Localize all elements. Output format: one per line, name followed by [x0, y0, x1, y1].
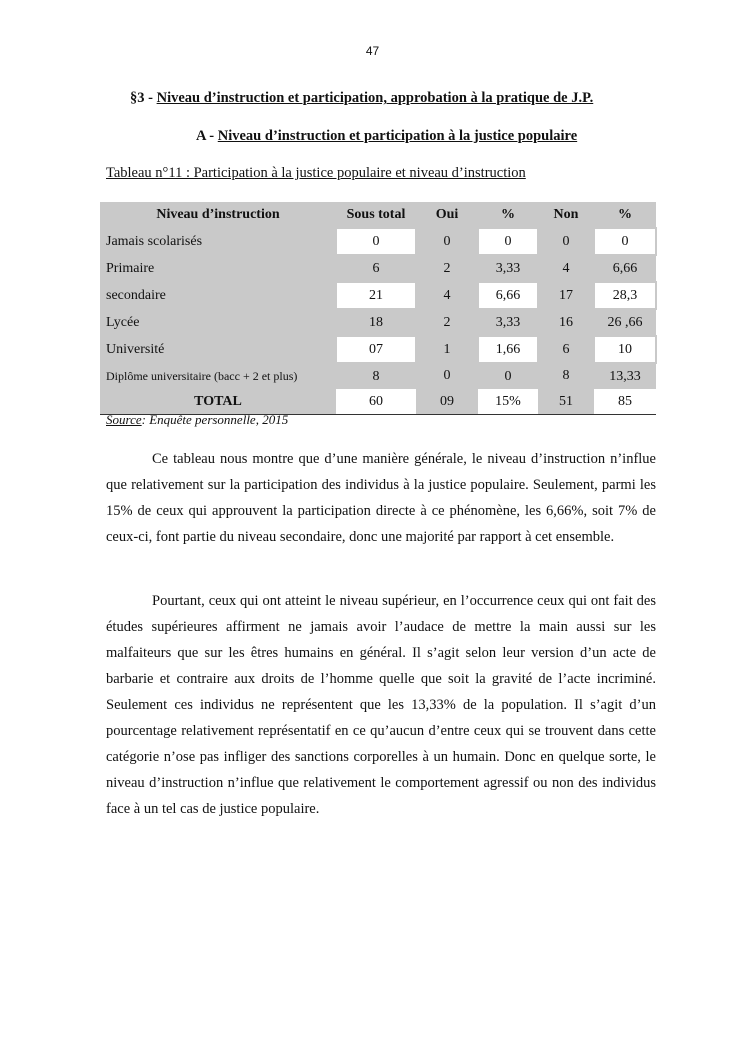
total-oui: 09 — [416, 389, 478, 415]
table-row — [100, 282, 656, 309]
cell-oui: 0 — [416, 228, 478, 255]
cell-oui-pct: 0 — [478, 228, 538, 255]
sub-heading-prefix: A - — [196, 128, 218, 144]
row-label: Diplôme universitaire (bacc + 2 et plus) — [100, 363, 336, 389]
section-heading — [130, 90, 690, 107]
page-number: 47 — [365, 44, 380, 58]
cell-non: 17 — [538, 282, 594, 309]
row-label: Jamais scolarisés — [100, 228, 336, 255]
table-row — [100, 363, 656, 389]
section-prefix: §3 - — [130, 90, 157, 106]
cell-oui-pct: 0 — [478, 363, 538, 389]
header-non: Non — [538, 202, 594, 228]
total-oui-pct: 15% — [478, 389, 538, 415]
cell-oui-pct: 3,33 — [478, 309, 538, 336]
row-label: Université — [100, 336, 336, 363]
cell-non-pct: 10 — [594, 336, 656, 363]
sub-heading-title: Niveau d’instruction et participation à la justice populaire — [217, 128, 578, 144]
table-row — [100, 228, 656, 255]
header-non-pct: % — [594, 202, 656, 228]
cell-sous-total: 0 — [336, 228, 416, 255]
table-header-row — [100, 202, 656, 228]
total-label: TOTAL — [100, 389, 336, 415]
data-table — [100, 202, 657, 415]
cell-non-pct: 0 — [594, 228, 656, 255]
cell-sous-total: 07 — [336, 336, 416, 363]
body-paragraph-1: Ce tableau nous montre que d’une manière générale, le niveau d’instruction n’influe que relativement sur la participation des individus à la justice populaire. Seulement, parmi les 15% de ceux qui approuvent la participation directe à ce phénomène, les 6,66%, soit 7% de ceux-ci, font partie du niveau secondaire, donc une majorité par rapport à cet ensemble. — [106, 451, 656, 545]
table-source — [106, 412, 288, 428]
table-row — [100, 255, 656, 282]
total-non-pct: 85 — [594, 389, 656, 415]
cell-non-pct: 28,3 — [594, 282, 656, 309]
cell-non: 0 — [538, 228, 594, 255]
cell-non-pct: 26 ,66 — [594, 309, 656, 336]
cell-oui-pct: 6,66 — [478, 282, 538, 309]
row-label: Lycée — [100, 309, 336, 336]
table-row — [100, 309, 656, 336]
cell-oui-pct: 1,66 — [478, 336, 538, 363]
cell-oui-pct: 3,33 — [478, 255, 538, 282]
cell-oui: 2 — [416, 255, 478, 282]
cell-sous-total: 6 — [336, 255, 416, 282]
cell-oui: 0 — [416, 363, 478, 389]
cell-non: 8 — [538, 363, 594, 389]
cell-non-pct: 6,66 — [594, 255, 656, 282]
total-non: 51 — [538, 389, 594, 415]
source-label: Source — [106, 412, 142, 427]
cell-oui: 2 — [416, 309, 478, 336]
sub-heading — [196, 128, 646, 145]
cell-sous-total: 18 — [336, 309, 416, 336]
table-total-row — [100, 389, 656, 415]
header-sous-total: Sous total — [336, 202, 416, 228]
total-sous-total: 60 — [336, 389, 416, 415]
cell-non-pct: 13,33 — [594, 363, 656, 389]
table-caption: Tableau n°11 : Participation à la justice populaire et niveau d’instruction — [106, 165, 526, 181]
cell-non: 6 — [538, 336, 594, 363]
cell-non: 4 — [538, 255, 594, 282]
source-text: : Enquête personnelle, 2015 — [141, 412, 289, 427]
header-oui: Oui — [416, 202, 478, 228]
cell-oui: 4 — [416, 282, 478, 309]
row-label: secondaire — [100, 282, 336, 309]
header-oui-pct: % — [478, 202, 538, 228]
cell-oui: 1 — [416, 336, 478, 363]
table-row — [100, 336, 656, 363]
cell-sous-total: 21 — [336, 282, 416, 309]
row-label: Primaire — [100, 255, 336, 282]
cell-non: 16 — [538, 309, 594, 336]
section-title: Niveau d’instruction et participation, approbation à la pratique de J.P. — [156, 90, 594, 106]
body-paragraph-2: Pourtant, ceux qui ont atteint le niveau supérieur, en l’occurrence ceux qui ont fait des études supérieures affirment ne jamais avoir l’audace de mettre la main aussi sur les malfaiteurs que sur les êtres humains en général. Il s’agit selon leur version d’un acte de barbarie et contraire aux droits de l’homme quelle que soit la gravité de l’acte incriminé. Seulement ces individus ne représentent que les 13,33% de la population. Il s’agit d’un pourcentage relativement représentatif en ce qu’aucun d’entre ceux qui se trouvent dans cette catégorie n’ose pas infliger des sanctions corporelles à un humain. Donc en quelque sorte, le niveau d’instruction n’influe que relativement le comportement agressif ou non des individus face à un tel cas de justice populaire. — [106, 593, 656, 817]
cell-sous-total: 8 — [336, 363, 416, 389]
header-niveau: Niveau d’instruction — [100, 202, 336, 228]
